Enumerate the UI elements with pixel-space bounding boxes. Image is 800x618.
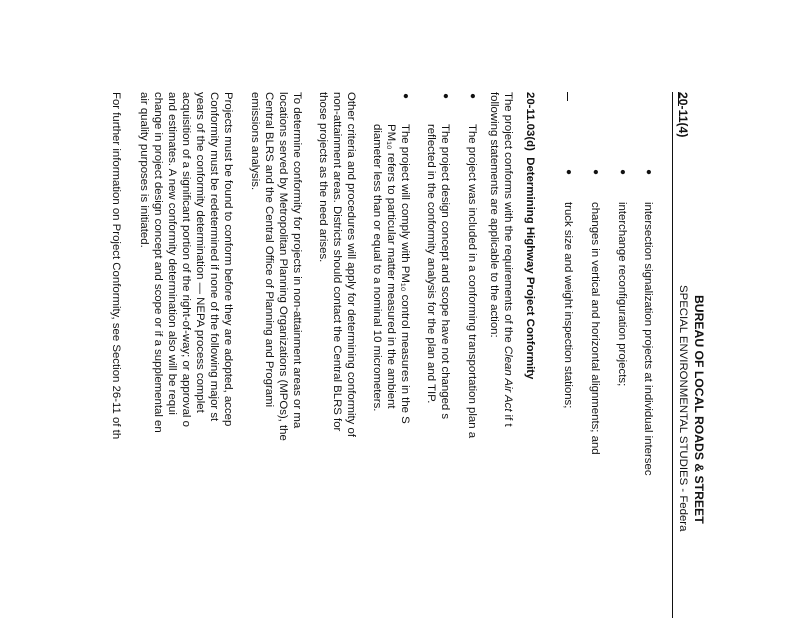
paragraph-line: emissions analysis. — [249, 92, 261, 191]
top-bullet-item: intersection signalization projects at individual intersec — [642, 202, 654, 476]
bullet-icon: ● — [643, 169, 654, 176]
bullet-icon: ● — [617, 169, 628, 176]
section-heading — [523, 92, 537, 379]
section-number: 20-11(4) — [676, 92, 690, 138]
criteria-bullet-text: reflected in the conformity analysis for the plan and TIP. — [425, 124, 437, 404]
header-rule — [672, 92, 673, 618]
intro-line: following statements are applicable to the action: — [488, 92, 500, 338]
bureau-title: BUREAU OF LOCAL ROADS & STREET — [692, 295, 706, 524]
paragraph-line: Conformity must be redetermined if none of the following major st — [208, 92, 220, 422]
paragraph-line: Central BLRS and the Central Office of Planning and Programi — [263, 92, 275, 408]
paragraph-line: Projects must be found to conform before they are adopted, accep — [222, 92, 234, 427]
paragraph-line: locations served by Metropolitan Planning Organizations (MPOs), the — [277, 92, 289, 441]
paragraph-line: Other criteria and procedures will apply for determining conformity of — [345, 92, 357, 438]
top-bullet-item: truck size and weight inspection stations; — [562, 202, 574, 409]
paragraph-line: air quality purposes is initiated. — [138, 92, 150, 248]
paragraph-line: change in project design concept and scope or if a supplemental en — [152, 92, 164, 433]
bullet-icon: ● — [400, 93, 411, 100]
criteria-bullet-text: The project will comply with PM₁₀ control measures in the S — [399, 124, 411, 424]
section-heading-number: 20-11.03(d) — [524, 92, 536, 151]
bullet-icon: ● — [590, 169, 601, 176]
criteria-bullet-text: diameter less than or equal to a nominal 10 micrometers. — [371, 124, 383, 412]
paragraph-line: For further information on Project Conformity, see Section 26-11 of th — [110, 92, 122, 440]
top-bullet-item: changes in vertical and horizontal alignments; and — [589, 202, 601, 455]
paragraph-line: To determine conformity for projects in non-attainment areas or ma — [291, 92, 303, 429]
top-bullet-item: interchange reconfiguration projects; — [616, 202, 628, 387]
bullet-icon: ● — [563, 169, 574, 176]
paragraph-line: acquisition of a significant portion of the right-of-way; or approval o — [180, 92, 192, 427]
paragraph-line: and estimates. A new conformity determination also will be requi — [166, 92, 178, 415]
section-heading-title: Determining Highway Project Conformity — [524, 157, 536, 380]
paragraph-line: non-attainment areas. Districts should contact the Central BLRS for — [331, 92, 343, 432]
bullet-icon: ● — [467, 93, 478, 100]
intro-text: The project conforms with the requirements of the — [502, 92, 514, 346]
paragraph-line: years of the conformity determination — NEPA process complet — [194, 92, 206, 413]
rotated-document-page — [95, 92, 706, 618]
criteria-bullet-text: The project was included in a conforming transportation plan a — [466, 124, 478, 439]
header-subtitle: SPECIAL ENVIRONMENTAL STUDIES - Federa — [677, 285, 689, 532]
intro-text-end: if t — [502, 411, 514, 427]
criteria-bullet-text: The project design concept and scope have not changed s — [439, 124, 451, 420]
intro-line — [501, 92, 515, 427]
act-name: Clean Air Act — [502, 345, 514, 412]
criteria-bullet-text: PM₁₀ refers to particular matter measured in the ambient — [385, 124, 397, 409]
bullet-icon: ● — [440, 93, 451, 100]
margin-mark — [567, 92, 568, 101]
paragraph-line: those projects as the need arises. — [317, 92, 329, 263]
